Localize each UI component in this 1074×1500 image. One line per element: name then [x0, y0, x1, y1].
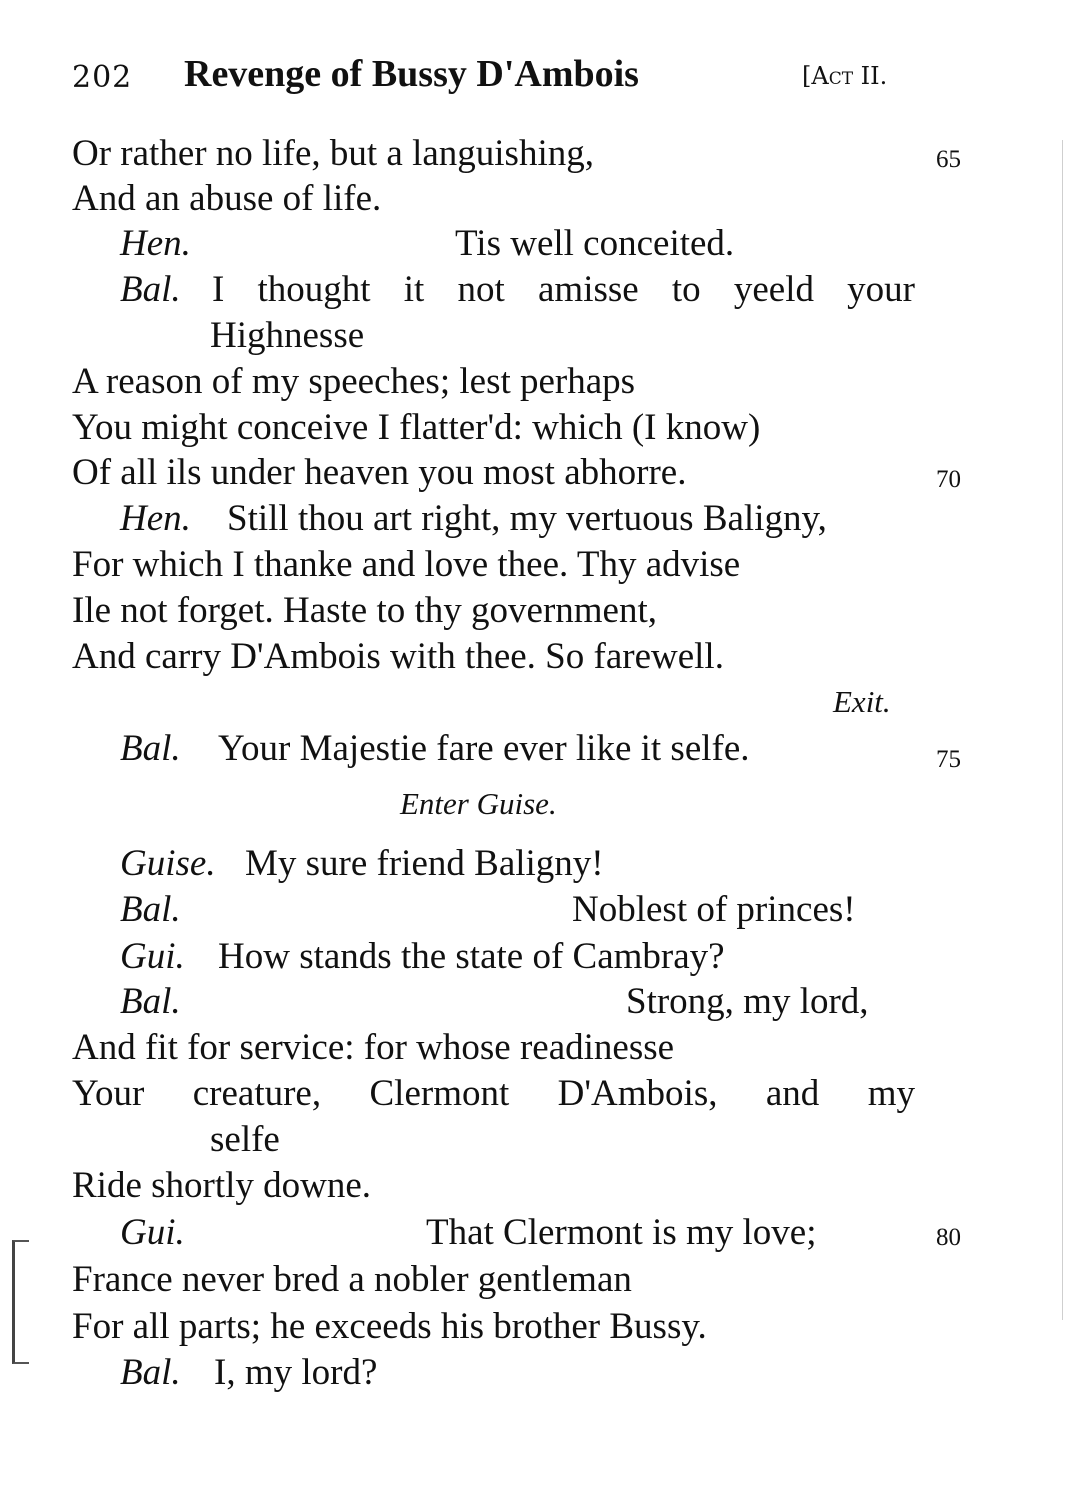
verse-line: Ride shortly downe. [72, 1165, 372, 1206]
margin-bracket [12, 1240, 29, 1364]
verse-line: And fit for service: for whose readinesse [72, 1027, 675, 1068]
verse-line: Your creature, Clermont D'Ambois, and my [72, 1073, 915, 1114]
verse-line: And an abuse of life. [72, 178, 382, 219]
act-marker: [Act II. [802, 62, 888, 90]
verse-line: I thought it not amisse to yeeld your [212, 269, 915, 310]
stage-direction: Enter Guise. [400, 786, 557, 821]
verse-line: A reason of my speeches; lest perhaps [72, 361, 636, 402]
speaker-label: Bal. [120, 981, 181, 1022]
verse-line: Still thou art right, my vertuous Baligny, [227, 498, 827, 539]
stage-direction: Exit. [833, 684, 891, 719]
speaker-label: Bal. [120, 889, 181, 930]
verse-line: That Clermont is my love; [426, 1212, 817, 1253]
verse-line: How stands the state of Cambray? [218, 936, 725, 977]
verse-line-continuation: Highnesse [210, 315, 365, 356]
verse-line: And carry D'Ambois with thee. So farewell. [72, 636, 724, 677]
verse-line-continuation: selfe [210, 1119, 280, 1160]
line-number: 80 [936, 1224, 961, 1251]
verse-line: You might conceive I flatter'd: which (I know) [72, 407, 761, 448]
verse-line: My sure friend Baligny! [245, 843, 604, 884]
line-number: 65 [936, 146, 961, 173]
running-header [72, 53, 932, 106]
line-number: 70 [936, 466, 961, 493]
speaker-label: Hen. [120, 498, 191, 539]
verse-line: Tis well conceited. [455, 223, 735, 264]
running-title: Revenge of Bussy D'Ambois [184, 53, 639, 95]
speaker-label: Bal. [120, 728, 181, 769]
verse-line: Or rather no life, but a languishing, [72, 133, 594, 174]
verse-line: Noblest of princes! [572, 889, 856, 930]
verse-line: France never bred a nobler gentleman [72, 1259, 632, 1300]
page-edge-rule [1062, 140, 1063, 1320]
speaker-label: Bal. [120, 1352, 181, 1393]
verse-line: I, my lord? [214, 1352, 378, 1393]
speaker-label: Gui. [120, 1212, 185, 1253]
speaker-label: Bal. [120, 269, 181, 310]
speaker-label: Guise. [120, 843, 216, 884]
verse-line: Strong, my lord, [626, 981, 869, 1022]
page-number: 202 [72, 60, 133, 95]
verse-line: Ile not forget. Haste to thy government, [72, 590, 658, 631]
verse-line: Your Majestie fare ever like it selfe. [218, 728, 750, 769]
verse-line: For which I thanke and love thee. Thy advise [72, 544, 741, 585]
line-number: 75 [936, 746, 961, 773]
verse-line: For all parts; he exceeds his brother Bussy. [72, 1306, 707, 1347]
speaker-label: Hen. [120, 223, 191, 264]
verse-line: Of all ils under heaven you most abhorre. [72, 452, 687, 493]
speaker-label: Gui. [120, 936, 185, 977]
